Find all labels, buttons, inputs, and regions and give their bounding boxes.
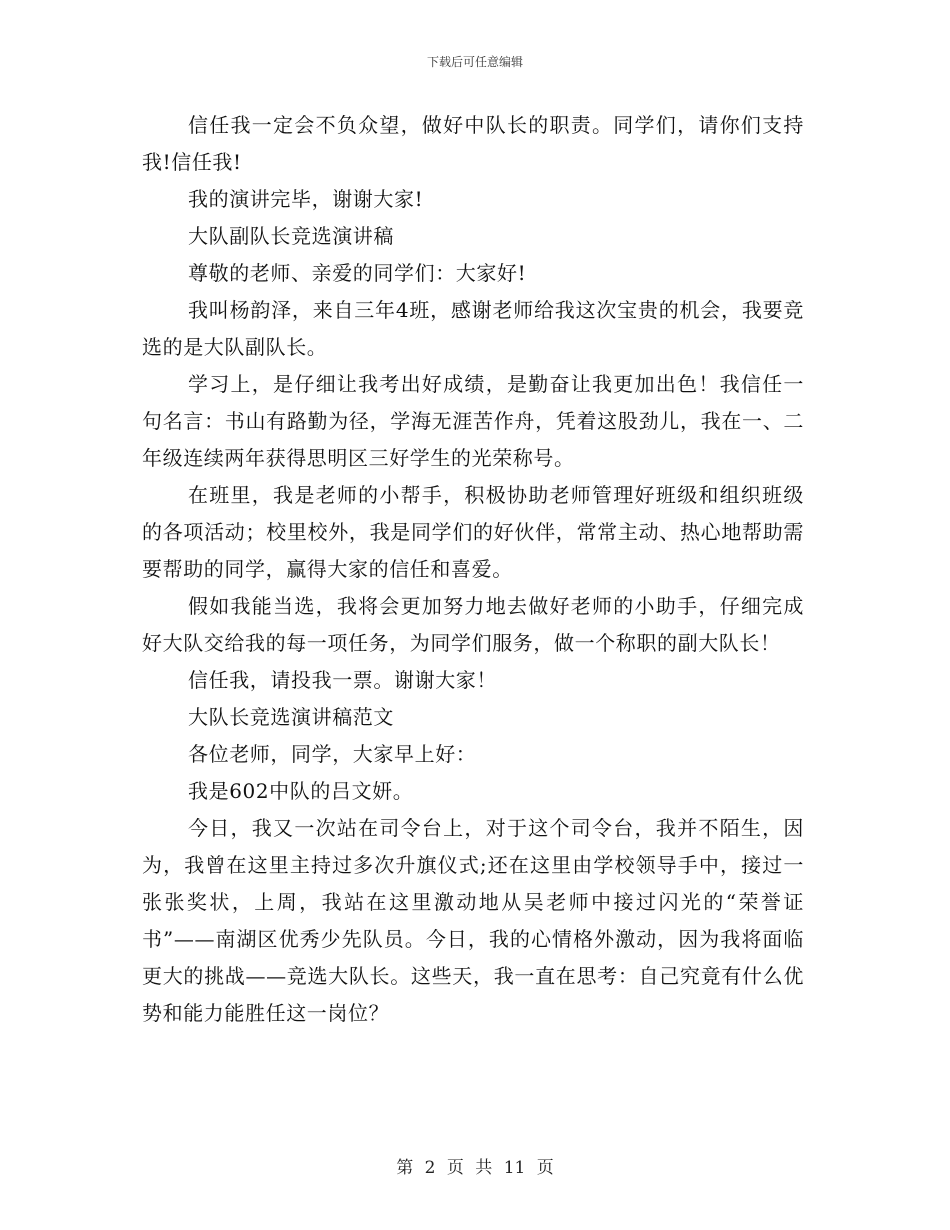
page-number-footer: 第 2 页 共 11 页 <box>396 1158 554 1178</box>
paragraph: 信任我一定会不负众望，做好中队长的职责。同学们，请你们支持我!信任我! <box>142 113 804 174</box>
paragraph: 学习上，是仔细让我考出好成绩，是勤奋让我更加出色！我信任一句名言：书山有路勤为径，学海无涯苦作舟，凭着这股劲儿，我在一、二年级连续两年获得思明区三好学生的光荣称号。 <box>142 372 804 470</box>
paragraph: 各位老师，同学，大家早上好： <box>188 742 477 766</box>
paragraph: 信任我，请投我一票。谢谢大家！ <box>188 668 497 692</box>
paragraph: 尊敬的老师、亲爱的同学们：大家好! <box>188 261 527 285</box>
paragraph: 今日，我又一次站在司令台上，对于这个司令台，我并不陌生，因为，我曾在这里主持过多次升旗仪式;还在这里由学校领导手中，接过一张张奖状，上周，我站在这里激动地从吴老师中接过闪光的“荣誉证书”——南湖区优秀少先队员。今日，我的心情格外激动，因为我将面临更大的挑战——竞选大队长。这些天，我一直在思考：自己究竟有什么优势和能力能胜任这一岗位？ <box>142 816 804 1025</box>
paragraph: 假如我能当选，我将会更加努力地去做好老师的小助手，仔细完成好大队交给我的每一项任务，为同学们服务，做一个称职的副大队长！ <box>142 594 804 655</box>
document-body <box>142 107 804 1032</box>
paragraph: 我是602中队的吕文妍。 <box>188 779 414 803</box>
paragraph: 我叫杨韵泽，来自三年4班，感谢老师给我这次宝贵的机会，我要竞选的是大队副队长。 <box>142 298 804 359</box>
paragraph: 我的演讲完毕，谢谢大家! <box>188 187 424 211</box>
page-header: 下载后可任意编辑 <box>426 55 523 69</box>
section-title: 大队副队长竞选演讲稿 <box>188 224 394 248</box>
paragraph: 在班里，我是老师的小帮手，积极协助老师管理好班级和组织班级的各项活动；校里校外，我是同学们的好伙伴，常常主动、热心地帮助需要帮助的同学，赢得大家的信任和喜爱。 <box>142 483 804 581</box>
section-title: 大队长竞选演讲稿范文 <box>188 705 394 729</box>
